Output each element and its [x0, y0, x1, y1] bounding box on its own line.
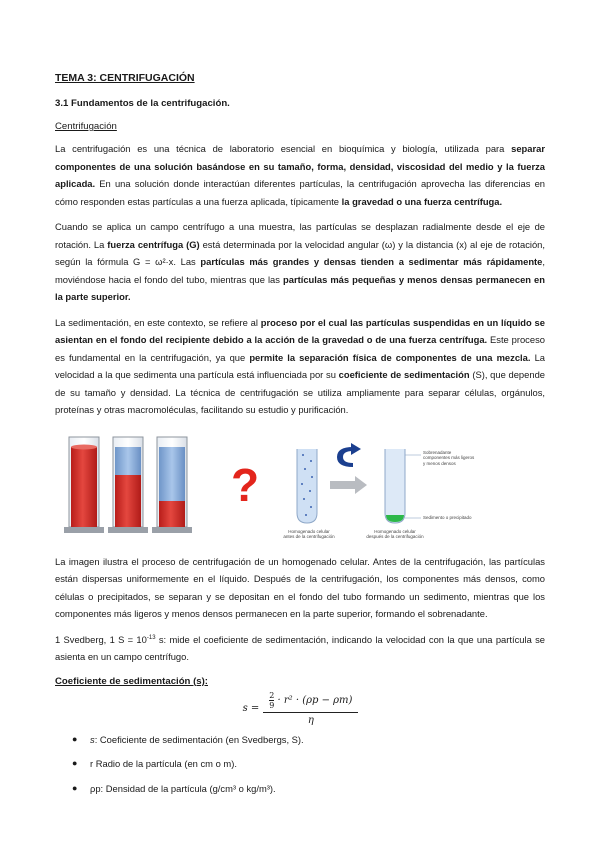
- label-after: Homogenado celular después de la centrifugación: [366, 528, 424, 539]
- bold-text: partículas más pequeñas y menos densas permanecen en la parte superior.: [55, 273, 545, 302]
- text-span: Este proceso es fundamental en la centrifugación, ya que: [55, 334, 545, 363]
- text-span: (S), que depende de su tamaño y densidad. La técnica de centrifugación se utiliza ampliamente para separar células, orgánulos, proteínas y otras macromoléculas, facilitando su estudio y purificación.: [55, 369, 545, 415]
- centrifugation-figure: [55, 433, 545, 543]
- section-heading: 3.1 Fundamentos de la centrifugación.: [55, 98, 230, 109]
- text-span: La velocidad a la que sedimenta una partícula está influenciada por su: [55, 351, 545, 380]
- page-title: TEMA 3: CENTRIFUGACIÓN: [55, 72, 195, 84]
- bold-text: separar componentes de una solución basándose en su tamaño, forma, densidad, viscosidad del medio y la fuerza aplicada.: [55, 143, 545, 189]
- bullet-icon: ●: [72, 782, 78, 793]
- bold-text: permite la separación física de componentes de una mezcla.: [249, 351, 531, 363]
- bullet-icon: ●: [72, 758, 78, 769]
- bold-text: coeficiente de sedimentación: [338, 369, 470, 380]
- text-span: está determinada por la velocidad angular (ω) y la distancia (x) al eje de rotación, según la fórmula G = ω²·x. Las: [55, 238, 545, 267]
- paragraph-3: [55, 314, 545, 419]
- text-span: La centrifugación es una técnica de laboratorio esencial en bioquímica y biología, utilizada para: [55, 143, 512, 154]
- text-span: , moviéndose hacia el fondo del tubo, mientras que las: [55, 256, 545, 285]
- subheading: Centrifugación: [55, 121, 117, 132]
- label-before: Homogenado celular antes de la centrifugación: [283, 528, 335, 539]
- bullet-icon: ●: [72, 733, 78, 744]
- footnote: 1 Svedberg, 1 $S = 10^{-13}$ s: mide el coeficiente de sedimentación, indicando la velocidad con la que una partícula se asienta en un campo centrífugo.: [55, 633, 545, 663]
- question-mark: ?: [230, 458, 260, 511]
- coef-heading: Coeficiente de sedimentación (s):: [55, 675, 208, 687]
- bold-text: partículas más grandes y densas tienden a sedimentar más rápidamente: [200, 256, 543, 267]
- tube-partial: [108, 437, 148, 533]
- text-span: La sedimentación, en este contexto, se refiere al: [55, 316, 261, 328]
- tube-separated: [152, 437, 192, 533]
- paragraph-1: [55, 140, 545, 210]
- text-span: Cuando se aplica un campo centrífugo a una muestra, las partículas se desplazan radialmente desde el eje de rotación. La: [55, 221, 545, 250]
- sedimentation-formula: s = $\frac{2}{9}$ · r² · (ρp − ρm) η: [55, 691, 545, 727]
- bold-text: la gravedad o una fuerza centrífuga.: [341, 195, 503, 207]
- tube-homogenate: [297, 449, 317, 523]
- document-page: [55, 72, 545, 797]
- process-arrow-icon: [330, 476, 367, 494]
- variable-list: [55, 731, 545, 798]
- text-span: En una solución donde interactúan diferentes partículas, la centrifugación aprovecha las diferencias en cómo responden estas partículas a una fuerza aplicada, típicamente: [55, 178, 545, 207]
- bold-text: fuerza centrífuga (G): [107, 238, 200, 250]
- paragraph-2: [55, 218, 545, 306]
- list-item: ● r Radio de la partícula (en cm o m).: [55, 755, 545, 773]
- tube-red: [64, 437, 104, 533]
- rotation-arrow-icon: [337, 447, 353, 467]
- list-item: ● s: Coeficiente de sedimentación (en Svedbergs, S).: [55, 731, 545, 749]
- bold-text: proceso por el cual las partículas suspendidas en un líquido se asientan en el fondo del recipiente debido a la acción de la gravedad o de una fuerza centrífuga.: [55, 316, 545, 345]
- label-supernatant: Sobrenadante componentes más ligeros y menos densos: [423, 449, 475, 466]
- paragraph-4: La imagen ilustra el proceso de centrifugación de un homogenado celular. Antes de la centrifugación, las partículas están dispersas uniformemente en el líquido. Después de la centrifugación, los componentes más densos, como células o precipitados, se separan y se depositan en el fondo del tubo formando un sedimento, mientras que los componentes más ligeros y menos densos permanecen en la parte superior, formando el sobrenadante.: [55, 555, 545, 619]
- label-sediment: Sedimento o precipitado: [423, 514, 472, 520]
- tube-after-centrifugation: [385, 449, 405, 523]
- list-item: ● ρp: Densidad de la partícula (g/cm³ o kg/m³).: [55, 780, 545, 798]
